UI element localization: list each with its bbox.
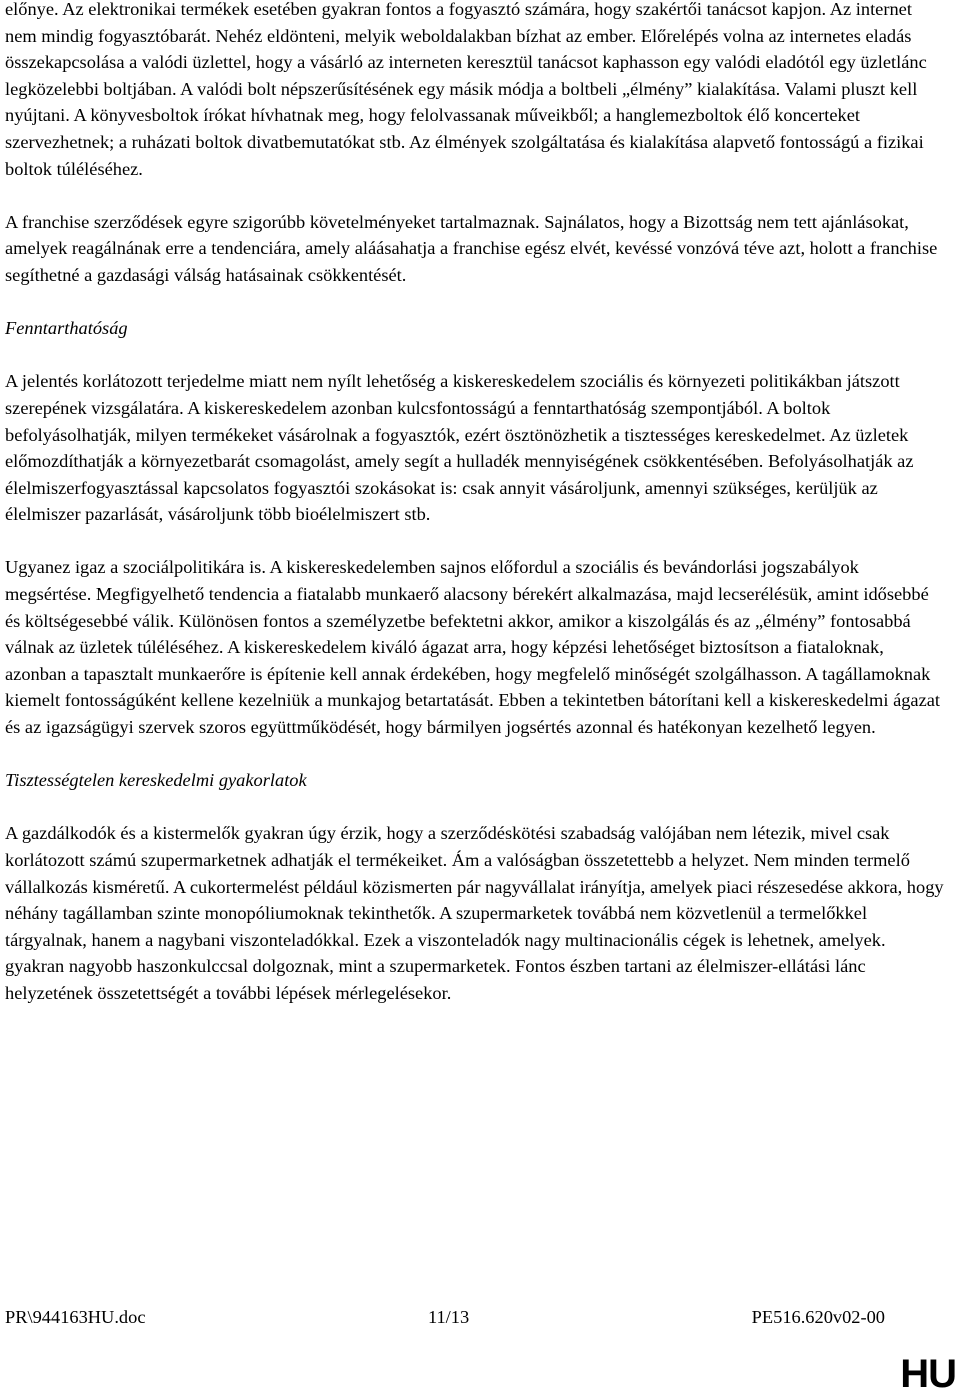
- paragraph-franchise: A franchise szerződések egyre szigorúbb követelményeket tartalmaznak. Sajnálatos, hogy a Bizottság nem tett ajánlásokat, amelyek reagálnának erre a tendenciára, amely aláásahatja a franchise egész elvét, kevéssé vonzóvá téve azt, holott a franchise segíthetné a gazdasági válság hatásainak csökkentését.: [5, 211, 938, 285]
- paragraph-gap: [5, 528, 945, 555]
- paragraph-physical-store-experience: előnye. Az elektronikai termékek esetében gyakran fontos a fogyasztó számára, hogy szakértői tanácsot kapjon. Az internet nem mindig fogyasztóbarát. Nehéz eldönteni, melyik weboldalakban bízhat az ember. Előrelépés volna az internetes eladás összekapcsolása a valódi üzlettel, hogy a vásárló az interneten keresztül tanácsot kaphasson egy valódi eladótól egy üzletlánc legközelebbi boltjában. A valódi bolt népszerűsítésének egy másik módja a boltbeli „élmény” kialakítása. Valami pluszt kell nyújtani. A könyvesboltok írókat hívhatnak meg, hogy felolvassanak műveikből; a hanglemezboltok élő koncerteket szervezhetnek; a ruházati boltok divatbemutatókat stb. Az élmények szolgáltatása és kialakítása alapvető fontosságú a fizikai boltok túléléséhez.: [5, 0, 927, 179]
- section-heading-unfair-practices: Tisztességtelen kereskedelmi gyakorlatok: [5, 770, 307, 791]
- language-code: HU: [900, 1352, 956, 1396]
- footer-doc-ref: PR\944163HU.doc: [5, 1307, 146, 1327]
- document-body: [5, 0, 945, 1007]
- footer-version: PE516.620v02-00: [751, 1307, 885, 1327]
- page-footer: [5, 1306, 885, 1328]
- paragraph-gap: [5, 794, 945, 821]
- paragraph-unfair-practices: A gazdálkodók és a kistermelők gyakran úgy érzik, hogy a szerződéskötési szabadság valójában nem létezik, mivel csak korlátozott számú szupermarketnek adhatják el termékeiket. Ám a valóságban összetettebb a helyzet. Nem minden termelő vállalkozás kisméretű. A cukortermelést például közismerten pár nagyvállalat irányítja, amelyek piaci részesedése akkora, hogy néhány tagállamban szinte monopóliumoknak tekinthetők. A szupermarketek továbbá nem közvetlenül a termelőkkel tárgyalnak, hanem a nagybani viszonteladókkal. Ezek a viszonteladók nagy multinacionális cégek is lehetnek, amelyek. gyakran nagyobb haszonkulccsal dolgoznak, mint a szupermarketek. Fontos észben tartani az élelmiszer-ellátási lánc helyzetének összetettségét a további lépések mérlegelésekor.: [5, 823, 944, 1003]
- paragraph-gap: [5, 289, 945, 316]
- paragraph-gap: [5, 342, 945, 369]
- section-heading-sustainability: Fenntarthatóság: [5, 318, 128, 339]
- paragraph-gap: [5, 741, 945, 768]
- paragraph-gap: [5, 182, 945, 209]
- paragraph-sustainability: A jelentés korlátozott terjedelme miatt nem nyílt lehetőség a kiskereskedelem szociális és környezeti politikákban játszott szerepének vizsgálatára. A kiskereskedelem azonban kulcsfontosságú a fenntarthatóság szempontjából. A boltok befolyásolhatják, milyen termékeket vásárolnak a fogyasztók, ezért ösztönözhetik a tisztességes kereskedelmet. Az üzletek előmozdíthatják a környezetbarát csomagolást, amely segít a hulladék mennyiségének csökkentésében. Befolyásolhatják az élelmiszerfogyasztással kapcsolatos fogyasztói szokásokat is: csak annyit vásároljunk, amennyi szükséges, kerüljük az élelmiszer pazarlását, vásároljunk több bioélelmiszert stb.: [5, 371, 914, 525]
- paragraph-social-policy: Ugyanez igaz a szociálpolitikára is. A kiskereskedelemben sajnos előfordul a szociális és bevándorlási jogszabályok megsértése. Megfigyelhető tendencia a fiatalabb munkaerő alacsony bérekért alkalmazása, majd lecserélésük, amint idősebbé és költségesebbé válik. Különösen fontos a személyzetbe befektetni akkor, amikor a kiszolgálás és az „élmény” fontosabbá válnak az üzletek túléléséhez. A kiskereskedelem kiváló ágazat arra, hogy képzési lehetőséget biztosítson a fiataloknak, azonban a tapasztalt munkaerőre is építenie kell annak érdekében, hogy megfelelő minőségét szolgálhasson. A tagállamoknak kiemelt fontosságúként kellene kezelniük a munkajog betartatását. Ebben a tekintetben bátorítani kell a kiskereskedelmi ágazat és az igazságügyi szervek szoros együttműködését, hogy bármilyen jogsértés azonnal és hatékonyan kezelhető legyen.: [5, 557, 941, 738]
- footer-page-number: 11/13: [427, 1307, 470, 1327]
